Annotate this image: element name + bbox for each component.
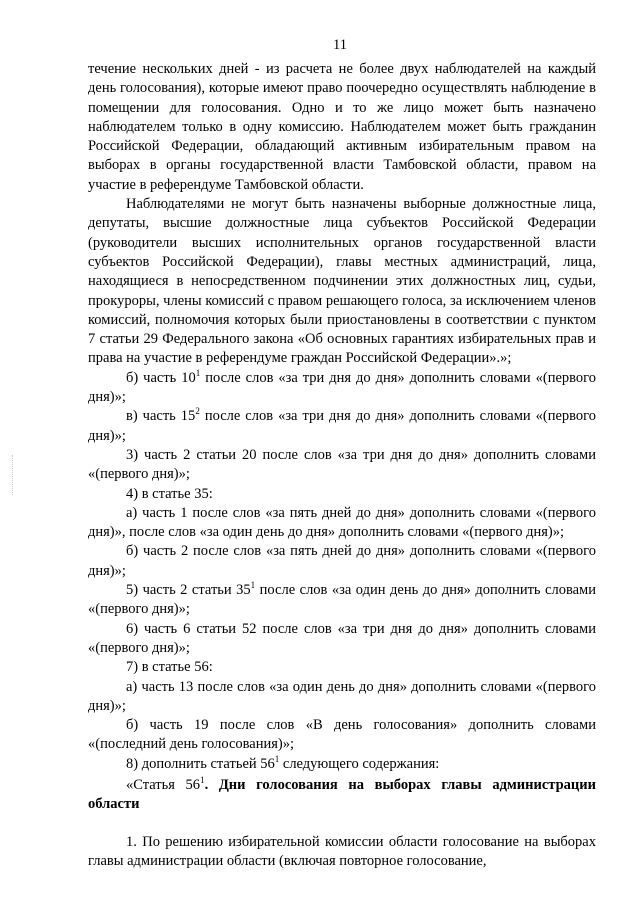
amendment-item: 6) часть 6 статьи 52 после слов «за три дня до дня» дополнить словами «(первого дня)»; [88, 620, 596, 656]
amendment-item: а) часть 13 после слов «за один день до дня» дополнить словами «(первого дня)»; [88, 678, 596, 714]
paragraph: 1. По решению избирательной комиссии области голосование на выборах главы администрации области (включая повторное голосование, [88, 833, 596, 869]
margin-stamp-mark [12, 455, 16, 495]
amendment-item: 8) дополнить статьей $56^1$ следующего содержания: [126, 753, 440, 772]
document-body [88, 60, 596, 871]
amendment-item: а) часть 1 после слов «за пять дней до дня» дополнить словами «(первого дня)», после слов «за один день до дня» дополнить словами «(первого дня)»; [88, 504, 596, 541]
amendment-item: б) часть 19 после слов «В день голосования» дополнить словами «(последний день голосования)»; [88, 717, 596, 753]
amendment-item: в) часть $15^2$ после слов «за три дня до дня» дополнить словами «(первого дня)»; [88, 406, 596, 444]
paragraph: течение нескольких дней - из расчета не более двух наблюдателей на каждый день голосования), которые имеют право поочередно осуществлять наблюдение в помещении для голосования. Одно и то же лицо может быть назначено наблюдателем только в одну комиссию. Наблюдателем может быть гражданин Российской Федерации, обладающий активным избирательным правом на выборах в органы государственной власти Тамбовской области, правом на участие в референдуме Тамбовской области. [88, 61, 596, 193]
amendment-item: б) часть $10^1$ после слов «за три дня до дня» дополнить словами «(первого дня)»; [88, 367, 596, 406]
amendment-item: 5) часть 2 статьи $35^1$ после слов «за один день до дня» дополнить словами «(первого дня)»; [88, 580, 596, 618]
article-heading: «Статья $56^1$. Дни голосования на выборах главы администрации области [88, 774, 596, 813]
amendment-item: 4) в статье 35: [126, 485, 213, 502]
paragraph: Наблюдателями не могут быть назначены выборные должностные лица, депутаты, высшие должностные лица субъектов Российской Федерации (руководители высших исполнительных органов государственной власти субъектов Российской Федерации), главы местных администраций, лица, находящиеся в непосредственном подчинении этих должностных лиц, судьи, прокуроры, члены комиссий с правом решающего голоса, за исключением членов комиссий, полномочия которых были приостановлены в соответствии с пунктом 7 статьи 29 Федерального закона «Об основных гарантиях избирательных прав и права на участие в референдуме граждан Российской Федерации».»; [88, 196, 596, 367]
page-number: 11 [333, 37, 347, 53]
amendment-item: б) часть 2 после слов «за пять дней до дня» дополнить словами «(первого дня)»; [88, 543, 596, 579]
amendment-item: 3) часть 2 статьи 20 после слов «за три дня до дня» дополнить словами «(первого дня)»; [88, 446, 596, 483]
amendment-item: 7) в статье 56: [126, 659, 213, 676]
